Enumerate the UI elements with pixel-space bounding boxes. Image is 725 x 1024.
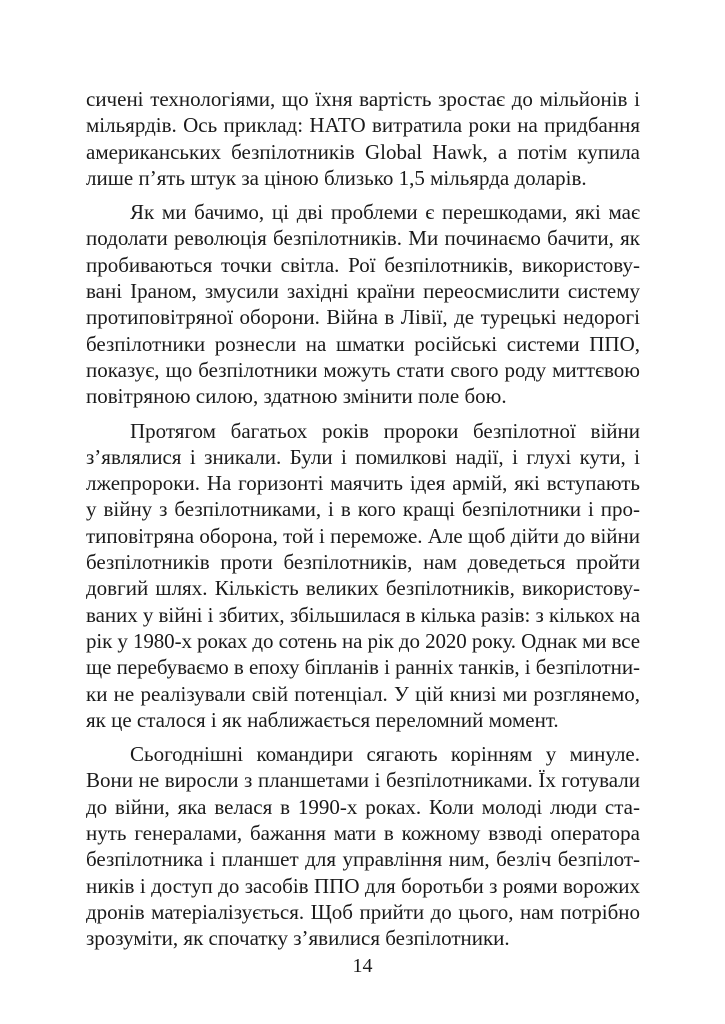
text-line: ваних у війні і збитих, збільшилася в кілька разів: з кількох на <box>86 602 640 627</box>
text-line: повітряною силою, здатною змінити поле бою. <box>86 384 507 409</box>
text-line: рік у 1980-х роках до сотень на рік до 2020 року. Однак ми все <box>86 628 640 653</box>
text-line: як це сталося і як наближається переломний момент. <box>86 707 559 732</box>
text-line: довгий шлях. Кількість великих безпілотників, використову- <box>86 576 640 601</box>
text-line: сичені технологіями, що їхня вартість зростає до мільйонів і <box>86 87 640 111</box>
text-line: безпілотника і планшет для управління ним, безліч безпілот- <box>86 847 640 872</box>
text-line: до війни, яка велася в 1990-х роках. Коли молоді люди ста- <box>86 794 640 819</box>
text-line: з’являлися і зникали. Були і помилкові надії, і глухі кути, і <box>86 444 640 469</box>
text-line: вані Іраном, змусили західні країни переосмислити систему <box>86 279 640 304</box>
text-line: ки не реалізували свій потенціал. У цій книзі ми розглянемо, <box>86 681 640 706</box>
text-line: подолати революція безпілотників. Ми починаємо бачити, як <box>86 226 640 251</box>
body-text <box>86 86 640 960</box>
text-line: мільярдів. Ось приклад: НАТО витратила роки на придбання <box>86 113 640 138</box>
text-line: лише п’ять штук за ціною близько 1,5 мільярда доларів. <box>86 165 587 190</box>
text-line: лжепророки. На горизонті маячить ідея армій, які вступають <box>86 471 640 496</box>
page-number: 14 <box>352 955 373 977</box>
text-line: протиповітряної оборони. Війна в Лівії, де турецькі недорогі <box>86 305 640 330</box>
paragraph <box>86 741 640 951</box>
text-line: Сьогоднішні командири сягають корінням у минуле. <box>130 742 640 767</box>
text-line: ників і доступ до засобів ППО для боротьби з роями ворожих <box>86 873 640 898</box>
paragraph <box>86 86 640 191</box>
text-line: американських безпілотників Global Hawk, а потім купила <box>86 139 640 164</box>
paragraph <box>86 418 640 734</box>
text-line: Як ми бачимо, ці дві проблеми є перешкодами, які має <box>130 200 640 225</box>
text-line: пробиваються точки світла. Рої безпілотників, використову- <box>86 252 640 277</box>
text-line: зрозуміти, як спочатку з’явилися безпілотники. <box>86 926 510 951</box>
text-line: безпілотників проти безпілотників, нам доведеться пройти <box>86 550 640 575</box>
paragraph <box>86 199 640 409</box>
text-line: показує, що безпілотники можуть стати свого роду миттєвою <box>86 357 640 382</box>
text-line: Вони не виросли з планшетами і безпілотниками. Їх готували <box>86 768 640 793</box>
text-line: Протягом багатьох років пророки безпілотної війни <box>130 418 640 443</box>
text-line: дронів матеріалізується. Щоб прийти до цього, нам потрібно <box>86 899 640 924</box>
text-line: у війну з безпілотниками, і в кого кращі безпілотники і про- <box>86 497 640 522</box>
text-line: безпілотники рознесли на шматки російські системи ППО, <box>86 331 640 356</box>
text-line: ще перебуваємо в епоху біпланів і ранніх танків, і безпілотни- <box>86 655 640 680</box>
text-line: нуть генералами, бажання мати в кожному взводі оператора <box>86 821 640 846</box>
text-line: типовітряна оборона, той і переможе. Але щоб дійти до війни <box>86 523 640 548</box>
